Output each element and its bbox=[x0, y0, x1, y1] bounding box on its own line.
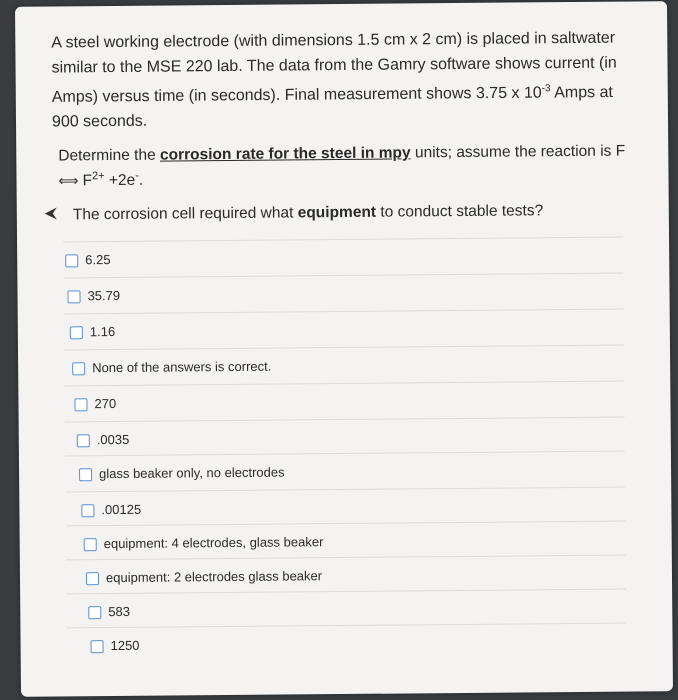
option-label: 583 bbox=[108, 603, 131, 620]
option-label: glass beaker only, no electrodes bbox=[99, 464, 285, 482]
question-line-4: 900 seconds. bbox=[51, 113, 148, 131]
checkbox[interactable] bbox=[84, 538, 97, 551]
question-line-1: A steel working electrode (with dimensions 1.5 cm x 2 cm) is placed in saltwater bbox=[51, 29, 616, 52]
option-label: 6.25 bbox=[85, 252, 111, 268]
option-row[interactable] bbox=[65, 451, 625, 491]
checkbox[interactable] bbox=[77, 434, 90, 447]
checkbox[interactable] bbox=[67, 290, 80, 303]
option-label: .0035 bbox=[96, 431, 130, 448]
option-row[interactable] bbox=[64, 309, 624, 349]
answer-options bbox=[63, 236, 633, 654]
question-line-2: similar to the MSE 220 lab. The data from the Gamry software shows current (in bbox=[51, 54, 617, 77]
instruction-underlined: corrosion rate for the steel in mpy bbox=[159, 144, 411, 164]
quiz-screen bbox=[15, 1, 673, 697]
checkbox[interactable] bbox=[72, 362, 85, 375]
checkbox[interactable] bbox=[79, 468, 92, 481]
option-row[interactable] bbox=[63, 237, 623, 277]
pointer-icon bbox=[45, 206, 59, 224]
option-label: 35.79 bbox=[87, 287, 121, 304]
checkbox[interactable] bbox=[70, 326, 83, 339]
option-row[interactable] bbox=[64, 345, 624, 385]
double-arrow-icon: ⟺ bbox=[58, 172, 79, 189]
option-label: 1250 bbox=[110, 637, 140, 654]
instruction-post: units; assume the reaction is F bbox=[410, 142, 626, 162]
prompt-post: to conduct stable tests? bbox=[375, 202, 544, 221]
reaction-end: . bbox=[138, 171, 144, 189]
instruction-text bbox=[58, 140, 628, 195]
question-text bbox=[51, 25, 632, 134]
prompt-text bbox=[45, 202, 544, 224]
option-label: equipment: 2 electrodes glass beaker bbox=[105, 568, 323, 586]
reaction-product: F bbox=[82, 172, 93, 190]
charge-superscript: 2+ bbox=[91, 170, 105, 183]
option-row[interactable] bbox=[64, 381, 624, 421]
checkbox[interactable] bbox=[81, 504, 94, 517]
checkbox[interactable] bbox=[86, 572, 99, 585]
reaction-electrons: +2e bbox=[104, 171, 136, 190]
prompt-bold: equipment bbox=[297, 203, 377, 222]
electron-superscript: - bbox=[135, 169, 139, 182]
option-label: .00125 bbox=[101, 501, 142, 518]
option-label: 1.16 bbox=[89, 323, 116, 340]
checkbox[interactable] bbox=[91, 640, 104, 653]
option-label: None of the answers is correct. bbox=[92, 358, 272, 376]
option-label: equipment: 4 electrodes, glass beaker bbox=[103, 534, 324, 552]
instruction-pre: Determine the bbox=[58, 146, 161, 165]
prompt-pre: The corrosion cell required what bbox=[72, 204, 298, 224]
question-line-3: Amps) versus time (in seconds). Final measurement shows 3.75 x 10 bbox=[51, 84, 542, 106]
exponent: -3 bbox=[541, 83, 551, 95]
checkbox[interactable] bbox=[65, 254, 78, 267]
option-label: 270 bbox=[94, 395, 117, 412]
option-row[interactable] bbox=[66, 623, 626, 663]
checkbox[interactable] bbox=[88, 606, 101, 619]
checkbox[interactable] bbox=[74, 398, 87, 411]
question-line-3-end: Amps at bbox=[550, 83, 613, 102]
option-row[interactable] bbox=[63, 273, 623, 313]
